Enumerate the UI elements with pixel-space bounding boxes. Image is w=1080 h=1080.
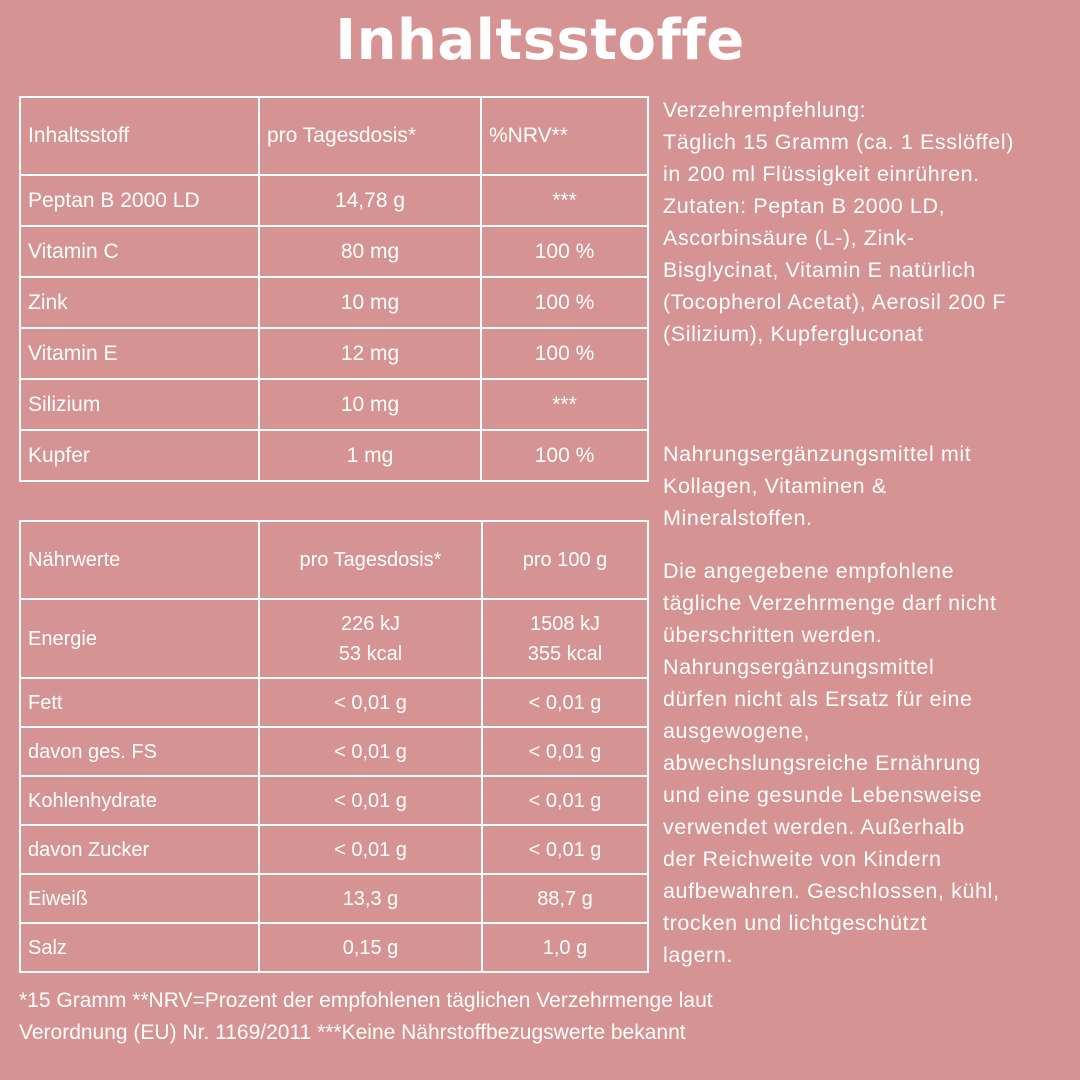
table-row [20,277,648,328]
table-header-row [20,521,648,599]
daily-energy [259,599,482,678]
per100-value: < 0,01 g [482,678,648,727]
text-line: in 200 ml Flüssigkeit einrühren. [663,162,980,186]
text-line: dürfen nicht als Ersatz für eine [663,687,973,711]
nrv-value: 100 % [481,226,648,277]
column-header: Nährwerte [20,521,259,599]
page-title: Inhaltsstoffe [335,8,745,73]
text-line: (Tocopherol Acetat), Aerosil 200 F [663,290,1007,314]
table-row [20,430,648,481]
text-line: und eine gesunde Lebensweise [663,783,983,807]
daily-dose: 10 mg [259,277,481,328]
per100-value: 88,7 g [482,874,648,923]
per100-value: < 0,01 g [482,727,648,776]
text-line: Mineralstoffen. [663,506,813,530]
table-row [20,727,648,776]
text-line: lagern. [663,943,733,967]
daily-value: < 0,01 g [259,825,482,874]
text-line: (Silizium), Kupfergluconat [663,322,924,346]
daily-value: < 0,01 g [259,678,482,727]
nrv-value: 100 % [481,430,648,481]
table-row [20,328,648,379]
ingredient-name: Silizium [20,379,259,430]
table-row [20,599,648,678]
per100-value: < 0,01 g [482,825,648,874]
nutrient-name: Energie [20,599,259,678]
daily-dose: 14,78 g [259,175,481,226]
table-row [20,678,648,727]
ingredient-name: Peptan B 2000 LD [20,175,259,226]
table-header-row [20,97,648,175]
text-line: Bisglycinat, Vitamin E natürlich [663,258,976,282]
text-line: Verzehrempfehlung: [663,98,867,122]
text-line: verwendet werden. Außerhalb [663,815,965,839]
text-line: abwechslungsreiche Ernährung [663,751,981,775]
table-row [20,379,648,430]
text-line: Nahrungsergänzungsmittel mit [663,442,972,466]
table-row [20,175,648,226]
column-header: Inhaltsstoff [20,97,259,175]
ingredient-name: Kupfer [20,430,259,481]
table-row [20,874,648,923]
column-header: pro Tagesdosis* [259,97,481,175]
footnote-line: Verordnung (EU) Nr. 1169/2011 ***Keine Nährstoffbezugswerte bekannt [19,1021,686,1044]
table-row [20,825,648,874]
text-line: Täglich 15 Gramm (ca. 1 Esslöffel) [663,130,1014,154]
text-line: trocken und lichtgeschützt [663,911,928,935]
nutrient-name: Salz [20,923,259,972]
nutrient-name: Eiweiß [20,874,259,923]
text-line: tägliche Verzehrmenge darf nicht [663,591,997,615]
text-line: ausgewogene, [663,719,811,743]
nutrient-name: davon ges. FS [20,727,259,776]
ingredient-name: Zink [20,277,259,328]
table-row [20,226,648,277]
text-line: Kollagen, Vitaminen & [663,474,887,498]
daily-dose: 1 mg [259,430,481,481]
per100-value: 1,0 g [482,923,648,972]
energy-kcal: 53 kcal [338,642,403,665]
nrv-value: *** [481,379,648,430]
table-row [20,923,648,972]
nutrient-name: Kohlenhydrate [20,776,259,825]
per100-energy [482,599,648,678]
nutrient-name: davon Zucker [20,825,259,874]
per100-value: < 0,01 g [482,776,648,825]
daily-dose: 12 mg [259,328,481,379]
nrv-value: 100 % [481,328,648,379]
nutrient-name: Fett [20,678,259,727]
energy-kcal: 355 kcal [527,642,603,665]
text-line: Die angegebene empfohlene [663,559,955,583]
text-line: der Reichweite von Kindern [663,847,942,871]
energy-kj: 1508 kJ [529,612,601,635]
energy-kj: 226 kJ [341,612,400,635]
daily-dose: 80 mg [259,226,481,277]
nrv-value: 100 % [481,277,648,328]
product-description [663,438,1068,534]
text-line: aufbewahren. Geschlossen, kühl, [663,879,1000,903]
column-header: pro Tagesdosis* [259,521,482,599]
nutrition-table [19,520,649,973]
ingredient-name: Vitamin C [20,226,259,277]
daily-value: 13,3 g [259,874,482,923]
daily-value: 0,15 g [259,923,482,972]
text-line: Nahrungsergänzungsmittel [663,655,935,679]
nrv-value: *** [481,175,648,226]
warning-text [663,555,1068,971]
column-header: pro 100 g [482,521,648,599]
text-line: Zutaten: Peptan B 2000 LD, [663,194,946,218]
footnote [19,985,1069,1049]
daily-value: < 0,01 g [259,727,482,776]
ingredient-name: Vitamin E [20,328,259,379]
daily-dose: 10 mg [259,379,481,430]
text-line: Ascorbinsäure (L-), Zink- [663,226,915,250]
daily-value: < 0,01 g [259,776,482,825]
text-line: überschritten werden. [663,623,883,647]
table-row [20,776,648,825]
recommendation-text [663,94,1068,350]
ingredients-table [19,96,649,482]
column-header: %NRV** [481,97,648,175]
footnote-line: *15 Gramm **NRV=Prozent der empfohlenen täglichen Verzehrmenge laut [19,989,713,1012]
